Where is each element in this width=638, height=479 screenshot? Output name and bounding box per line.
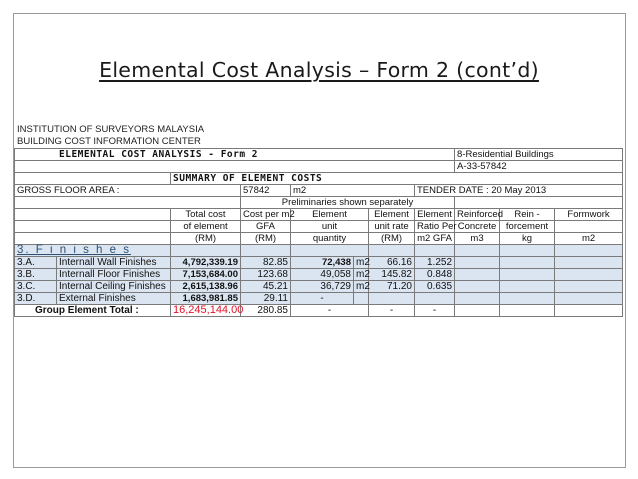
building-type: 8-Residential Buildings xyxy=(455,149,623,161)
row-total-cost: 7,153,684.00 xyxy=(171,269,241,281)
table-row xyxy=(15,293,623,305)
col-element-unit-1: Element xyxy=(291,209,369,221)
gfa-label: GROSS FLOOR AREA : xyxy=(15,185,241,197)
col-total-cost-3: (RM) xyxy=(171,233,241,245)
table-row xyxy=(15,281,623,293)
row-element-name: Internall Wall Finishes xyxy=(57,257,171,269)
gfa-unit: m2 xyxy=(291,185,415,197)
col-total-cost-1: Total cost xyxy=(171,209,241,221)
table-row xyxy=(15,257,623,269)
row-element-name: External Finishes xyxy=(57,293,171,305)
row-cost-per-m2: 45.21 xyxy=(241,281,291,293)
row-quantity: 36,729 xyxy=(291,281,354,293)
cost-table xyxy=(14,148,623,317)
row-total-cost: 2,615,138.96 xyxy=(171,281,241,293)
col-cost-per-m2-2: GFA xyxy=(241,221,291,233)
col-concrete-1: Reinforced xyxy=(455,209,500,221)
tender-date: TENDER DATE : 20 May 2013 xyxy=(415,185,623,197)
group-total-rate: - xyxy=(369,305,415,317)
col-reinforcement-3: kg xyxy=(500,233,555,245)
col-ratio-1: Element xyxy=(415,209,455,221)
col-formwork-1: Formwork xyxy=(555,209,623,221)
row-unit-rate: 66.16 xyxy=(369,257,415,269)
row-ratio: 1.252 xyxy=(415,257,455,269)
row-code: 3.D. xyxy=(15,293,57,305)
col-unit-rate-3: (RM) xyxy=(369,233,415,245)
row-code: 3.B. xyxy=(15,269,57,281)
col-ratio-3: m2 GFA xyxy=(415,233,455,245)
row-cost-per-m2: 123.68 xyxy=(241,269,291,281)
table-row xyxy=(15,269,623,281)
row-ratio: 0.635 xyxy=(415,281,455,293)
row-cost-per-m2: 29.11 xyxy=(241,293,291,305)
row-ratio xyxy=(415,293,455,305)
row-cost-per-m2: 82.85 xyxy=(241,257,291,269)
row-unit: m2 xyxy=(354,281,369,293)
preliminaries-note: Preliminaries shown separately xyxy=(241,197,455,209)
col-element-unit-3: quantity xyxy=(291,233,369,245)
gfa-value: 57842 xyxy=(241,185,291,197)
col-concrete-3: m3 xyxy=(455,233,500,245)
form-title: ELEMENTAL COST ANALYSIS - Form 2 xyxy=(15,149,455,161)
group-total-cost: 16,245,144.00 xyxy=(171,305,241,317)
col-concrete-2: Concrete xyxy=(455,221,500,233)
group-total-per-m2: 280.85 xyxy=(241,305,291,317)
col-cost-per-m2-1: Cost per m2 xyxy=(241,209,291,221)
row-unit: m2 xyxy=(354,269,369,281)
col-total-cost-2: of element xyxy=(171,221,241,233)
group-total-quantity: - xyxy=(291,305,369,317)
row-quantity: 72,438 xyxy=(291,257,354,269)
slide-title: Elemental Cost Analysis – Form 2 (cont’d) xyxy=(99,58,539,82)
group-total-row xyxy=(15,305,623,317)
row-unit-rate xyxy=(369,293,415,305)
institution-name: INSTITUTION OF SURVEYORS MALAYSIA xyxy=(17,124,205,135)
col-element-unit-2: unit xyxy=(291,221,369,233)
col-unit-rate-1: Element xyxy=(369,209,415,221)
row-unit xyxy=(354,293,369,305)
row-element-name: Internal Ceiling Finishes xyxy=(57,281,171,293)
row-quantity: - xyxy=(291,293,354,305)
row-unit: m2 xyxy=(354,257,369,269)
row-unit-rate: 145.82 xyxy=(369,269,415,281)
col-formwork-3: m2 xyxy=(555,233,623,245)
col-unit-rate-2: unit rate xyxy=(369,221,415,233)
group-total-ratio: - xyxy=(415,305,455,317)
col-formwork-2 xyxy=(555,221,623,233)
row-code: 3.A. xyxy=(15,257,57,269)
cost-analysis-sheet xyxy=(14,124,623,317)
section-heading: 3. F i n i s h e s xyxy=(15,245,171,257)
summary-heading: SUMMARY OF ELEMENT COSTS xyxy=(171,173,623,185)
col-reinforcement-2: forcement xyxy=(500,221,555,233)
row-unit-rate: 71.20 xyxy=(369,281,415,293)
col-reinforcement-1: Rein - xyxy=(500,209,555,221)
col-ratio-2: Ratio Per xyxy=(415,221,455,233)
col-cost-per-m2-3: (RM) xyxy=(241,233,291,245)
row-ratio: 0.848 xyxy=(415,269,455,281)
row-element-name: Internall Floor Finishes xyxy=(57,269,171,281)
row-total-cost: 1,683,981.85 xyxy=(171,293,241,305)
row-total-cost: 4,792,339.19 xyxy=(171,257,241,269)
row-code: 3.C. xyxy=(15,281,57,293)
reference-number: A-33-57842 xyxy=(455,161,623,173)
center-name: BUILDING COST INFORMATION CENTER xyxy=(17,136,201,147)
row-quantity: 49,058 xyxy=(291,269,354,281)
group-total-label: Group Element Total : xyxy=(15,305,171,317)
